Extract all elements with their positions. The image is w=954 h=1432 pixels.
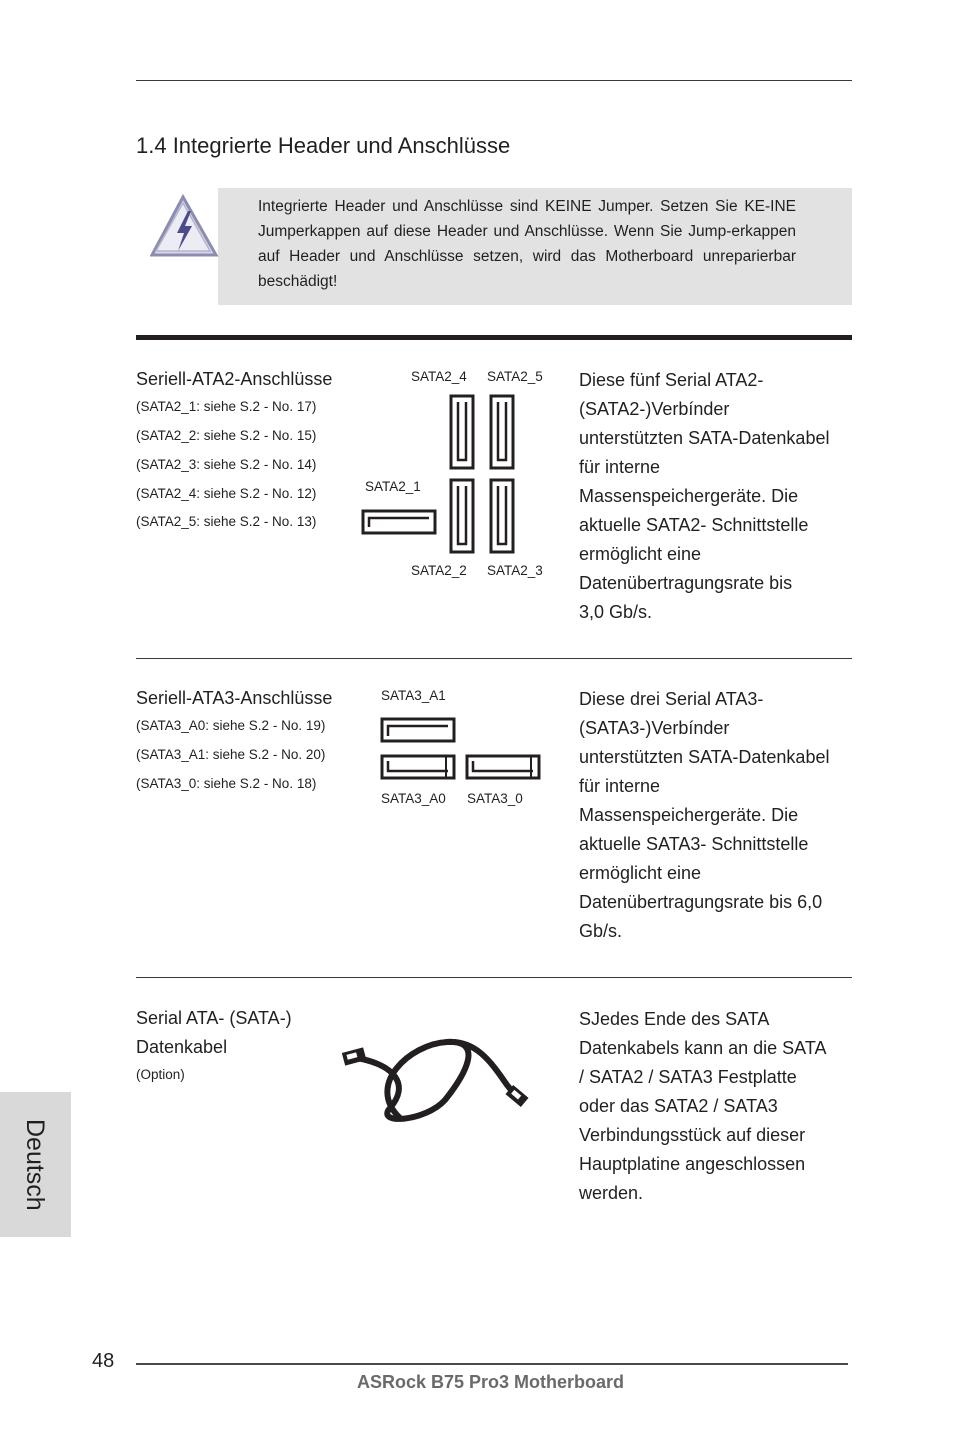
sata3-ref: (SATA3_A0: siehe S.2 - No. 19) (136, 718, 326, 733)
sata2-description: Diese fünf Serial ATA2- (SATA2-)Verbínder unterstützten SATA-Datenkabel für interne Massenspeichergeräte. Die aktuelle SATA2- Schnittstelle ermöglicht eine Datenübertragungsrate bis 3,0 Gb/s. (579, 370, 830, 622)
section-heading: 1.4 Integrierte Header und Anschlüsse (136, 133, 511, 158)
sata3-description: Diese drei Serial ATA3- (SATA3-)Verbínder unterstützten SATA-Datenkabel für interne Massenspeichergeräte. Die aktuelle SATA3- Schnittstelle ermöglicht eine Datenübertragungsrate bis 6,0 Gb/s. (579, 689, 830, 941)
bottom-rule (136, 1363, 848, 1365)
section-divider (136, 658, 852, 659)
warning-icon (150, 193, 220, 259)
sata3-ref: (SATA3_A1: siehe S.2 - No. 20) (136, 747, 326, 762)
sata2-ref: (SATA2_4: siehe S.2 - No. 12) (136, 486, 317, 501)
sata3-0-label: SATA3_0 (467, 791, 523, 806)
cable-title-line2: Datenkabel (136, 1037, 228, 1057)
sata2-5-label: SATA2_5 (487, 369, 543, 384)
sata2-ref: (SATA2_5: siehe S.2 - No. 13) (136, 514, 317, 529)
sata2-3-connector (491, 480, 513, 552)
sata3-ref: (SATA3_0: siehe S.2 - No. 18) (136, 776, 317, 791)
sata2-5-connector (491, 396, 513, 468)
sata2-2-label: SATA2_2 (411, 563, 467, 578)
sata3-a1-label: SATA3_A1 (381, 688, 446, 703)
sata2-3-label: SATA2_3 (487, 563, 543, 578)
sata3-0-connector (467, 756, 539, 778)
section-divider (136, 977, 852, 978)
sata2-4-connector (451, 396, 473, 468)
sata3-a0-label: SATA3_A0 (381, 791, 446, 806)
language-tab-label: Deutsch (21, 1119, 49, 1211)
sata2-ref: (SATA2_1: siehe S.2 - No. 17) (136, 399, 317, 414)
warning-text: Integrierte Header und Anschlüsse sind KEINE Jumper. Setzen Sie KE-INE Jumperkappen auf diese Header und Anschlüsse. Wenn Sie Jump-erkappen auf Header und Anschlüsse setzen, wird das Motherboard unreparierbar beschädigt! (258, 198, 796, 290)
page-number: 48 (92, 1350, 115, 1372)
sata-cable-illustration (335, 1030, 535, 1130)
footer-text: ASRock B75 Pro3 Motherboard (357, 1372, 625, 1392)
sata2-connector-diagram (355, 390, 555, 560)
sata2-ref: (SATA2_2: siehe S.2 - No. 15) (136, 428, 317, 443)
sata3-a0-connector (382, 756, 454, 778)
cable-option: (Option) (136, 1067, 185, 1082)
sata2-title: Seriell-ATA2-Anschlüsse (136, 369, 333, 389)
sata2-4-label: SATA2_4 (411, 369, 467, 384)
sata3-title: Seriell-ATA3-Anschlüsse (136, 688, 333, 708)
sata2-ref: (SATA2_3: siehe S.2 - No. 14) (136, 457, 317, 472)
section-divider-thick (136, 335, 852, 340)
sata3-a1-connector (382, 719, 454, 741)
sata2-1-label: SATA2_1 (365, 479, 421, 494)
cable-description: SJedes Ende des SATA Datenkabels kann an die SATA / SATA2 / SATA3 Festplatte oder das SATA2 / SATA3 Verbindungsstück auf dieser Hauptplatine angeschlossen werden. (579, 1009, 827, 1203)
sata3-connector-diagram (375, 712, 545, 784)
sata2-1-connector (363, 511, 435, 533)
sata2-2-connector (451, 480, 473, 552)
cable-title-line1: Serial ATA- (SATA-) (136, 1008, 292, 1028)
top-rule (136, 80, 852, 81)
